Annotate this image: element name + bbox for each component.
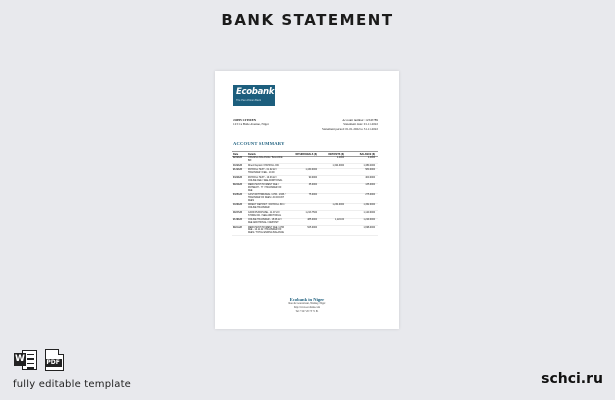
footer-website: http://www.ecobank.com xyxy=(293,306,321,310)
summary-title: ACCOUNT SUMMARY xyxy=(233,141,285,146)
table-row xyxy=(232,169,378,176)
cell-withdrawals xyxy=(287,204,318,210)
cell-date: 21.08.22 xyxy=(233,219,242,222)
cell-date: 21.02.22 xyxy=(233,169,242,172)
cell-balance: 400.0000 xyxy=(365,176,375,179)
cell-details: CASH WITHDRAWAL / ATM - 2345 / TRANSFER OF FEES / ACCOUNT FEES xyxy=(248,194,286,202)
cell-balance: 1,362.0000 xyxy=(363,204,375,207)
cell-deposits: 1,324.0000 xyxy=(332,164,344,167)
cell-balance: 1,120.0000 xyxy=(363,211,375,214)
cell-withdrawals: 485.0000 xyxy=(307,219,317,222)
table-row xyxy=(232,176,378,183)
cell-details: ONLINE TRANSFER - 15.08.22 / FEE ADDITIONAL / DEPOSIT xyxy=(248,219,282,224)
cell-date: 10.02.22 xyxy=(233,164,242,167)
logo-wordmark: Ecobank xyxy=(236,87,275,97)
site-watermark[interactable]: schci.ru xyxy=(541,371,603,387)
cell-withdrawals: 1,213.7500 xyxy=(305,211,317,214)
table-row xyxy=(232,204,378,211)
pdf-fold-icon xyxy=(58,349,64,355)
cell-withdrawals: 90.0000 xyxy=(308,176,317,179)
col-deposits: DEPOSITS ($) xyxy=(328,152,344,156)
cell-withdrawals xyxy=(287,165,318,168)
pdf-icon[interactable] xyxy=(45,349,64,371)
cell-date: 09.11.22 xyxy=(233,226,242,229)
cell-details: PAYROLL TEXT - 01.02.22 / TRANSFER / FEE - 10.00 xyxy=(248,169,277,175)
cell-deposits: 1,234.0000 xyxy=(332,204,344,207)
bank-logo xyxy=(233,85,275,106)
account-details xyxy=(322,118,378,131)
cell-deposits xyxy=(318,177,345,183)
cell-date: 04.05.22 xyxy=(233,194,242,197)
account-number: Account number: 12345789 xyxy=(342,118,378,122)
holder-address: 123 Ca Baile Avenue, Niger xyxy=(233,122,269,127)
logo-tagline: The Pan African Bank xyxy=(236,99,262,102)
cell-balance: 1,229.0000 xyxy=(363,219,375,222)
cell-details: PAYROLL TEXT - 10.03.22 / ONLINE FEE / SEE ADDITIONAL xyxy=(248,176,283,182)
cell-details: CARD PURCHASE - 11.07.22 / STORE 001 / SEE ADDITIONAL xyxy=(248,211,282,217)
footer-address: Rue du Gouverneur, Niamey, Niger xyxy=(288,302,326,305)
account-summary-table xyxy=(232,151,378,236)
cell-details: MERCHANT PAYMENT FEE / ATM FEE - 12.11.22 / TRANSFER OF FEES / TOTAL ENDING BALANCE xyxy=(248,226,284,235)
cell-deposits xyxy=(318,212,345,218)
cell-details: MERCHANT PAYMENT FEE / PAYMENT - 77 / TRANSFER OF FEE xyxy=(248,184,282,192)
template-caption: fully editable template xyxy=(13,379,132,390)
word-badge: W xyxy=(15,354,25,364)
cell-withdrawals: 75.0000 xyxy=(308,194,317,197)
account-holder xyxy=(233,118,269,127)
cell-balance: 4.4000 xyxy=(367,157,375,160)
statement-document xyxy=(215,71,399,329)
statement-date: Statement date: 01.11.2022 xyxy=(343,122,378,127)
word-icon[interactable] xyxy=(14,349,38,371)
footer-phone: Tel: +227 20 73 71 81 xyxy=(295,310,319,314)
cell-deposits: 4.4000 xyxy=(336,157,344,160)
cell-withdrawals: 525.0000 xyxy=(307,226,317,229)
cell-deposits xyxy=(318,169,345,175)
cell-date: 02.02.22 xyxy=(233,157,242,160)
cell-balance: 1,698.0000 xyxy=(363,226,375,229)
cell-deposits xyxy=(318,194,345,202)
holder-name: JOHN CITIZEN xyxy=(233,118,257,122)
cell-details: OPENING BALANCE / BALANCE B/F xyxy=(248,157,283,163)
table-row xyxy=(232,194,378,204)
table-row xyxy=(232,211,378,218)
cell-deposits xyxy=(318,227,345,235)
pdf-badge: PDF xyxy=(46,359,60,366)
cell-deposits xyxy=(318,184,345,192)
cell-date: 18.07.22 xyxy=(233,211,242,214)
cell-withdrawals: 1,430.0000 xyxy=(305,169,317,172)
document-footer xyxy=(215,297,399,315)
cell-deposits: 1,224.00 xyxy=(335,219,344,222)
table-row xyxy=(232,157,378,164)
footer-title: Ecobank in Niger xyxy=(289,297,325,302)
table-body xyxy=(232,157,378,236)
cell-details: DIRECT DEPOSIT / PAYROLL INC / ONLINE TRANSFER xyxy=(248,204,286,210)
format-icons xyxy=(14,349,64,371)
table-row xyxy=(232,184,378,194)
statement-period: Statement period: 01.01.2022 to 31.11.2022 xyxy=(321,126,378,131)
col-details: Details xyxy=(248,152,256,156)
cell-balance: 135.0000 xyxy=(365,184,375,187)
cell-withdrawals xyxy=(287,157,318,163)
cell-date: 09.04.22 xyxy=(233,184,242,187)
col-balance: BALANCE ($) xyxy=(359,152,375,156)
cell-details: Direct Deposit / PAYROLL INC xyxy=(248,164,280,167)
table-row xyxy=(232,219,378,226)
col-withdrawals: WITHDRAWALS ($) xyxy=(295,152,317,156)
table-row xyxy=(232,226,378,236)
cell-balance: 275.0000 xyxy=(365,194,375,197)
cell-date: 10.06.22 xyxy=(233,204,242,207)
cell-balance: 1,380.4000 xyxy=(363,164,375,167)
cell-withdrawals: 35.0000 xyxy=(308,184,317,187)
page-title: BANK STATEMENT xyxy=(221,11,394,29)
col-date: Date xyxy=(233,152,239,156)
cell-balance: 580.0000 xyxy=(365,169,375,172)
cell-date: 04.03.22 xyxy=(233,176,242,179)
